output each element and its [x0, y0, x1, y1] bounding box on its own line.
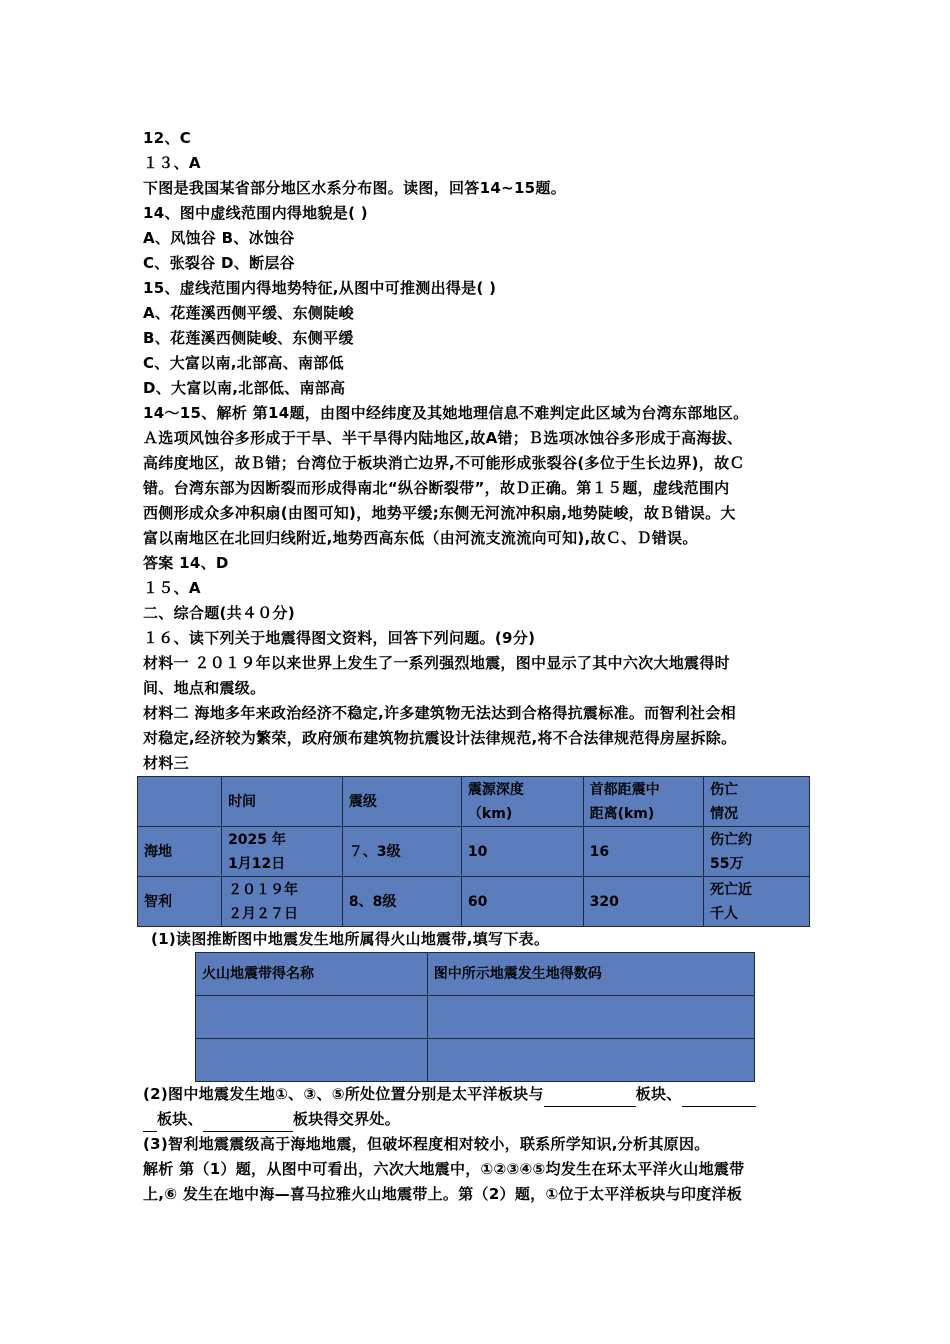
- table-header-cell: 图中所示地震发生地得数码: [427, 953, 754, 996]
- text-line-4: A、风蚀谷 B、冰蚀谷: [143, 229, 295, 247]
- volcanic-belt-table: [195, 952, 755, 1082]
- cell-text: 震源深度: [467, 781, 524, 798]
- text-line-13: 高纬度地区，故Ｂ错；台湾位于板块消亡边界,不可能形成张裂谷(多位于生长边界)，故Ｃ: [143, 454, 745, 472]
- text-line-5: C、张裂谷 D、断层谷: [143, 254, 295, 272]
- table-cell: [583, 827, 703, 877]
- answer-blank-1[interactable]: [544, 1090, 636, 1107]
- cell-text: 8、8级: [348, 893, 397, 910]
- earthquake-table: [137, 776, 810, 927]
- text-line-22: 间、地点和震级。: [143, 679, 266, 697]
- cell-text: （km): [467, 805, 513, 822]
- text-line-b-2: 上,⑥ 发生在地中海—喜马拉雅火山地震带上。第（2）题，①位于太平洋板块与印度洋板: [143, 1185, 743, 1203]
- question-2-line-1: [143, 1082, 815, 1107]
- text-line-10: D、大富以南,北部低、南部高: [143, 379, 346, 397]
- answer-blank-2[interactable]: [682, 1090, 756, 1107]
- cell-text: ２月２７日: [228, 905, 299, 922]
- table-cell: [461, 877, 583, 927]
- answer-cell[interactable]: [427, 996, 754, 1039]
- text-line-11: 14～15、解析 第14题，由图中经纬度及其她地理信息不难判定此区域为台湾东部地区。: [143, 404, 749, 422]
- cell-text: 时间: [228, 793, 257, 810]
- cell-text: ２０１９年: [228, 881, 299, 898]
- text-line-25: 材料三: [143, 754, 189, 772]
- cell-text: 伤亡约: [710, 831, 753, 848]
- table-cell: [222, 777, 343, 827]
- text-line-7: A、花莲溪西侧平缓、东侧陡峻: [143, 304, 354, 322]
- table-cell: [342, 827, 461, 877]
- cell-text: 千人: [710, 905, 739, 922]
- table-cell: [222, 877, 343, 927]
- answer-blank-2-cont[interactable]: [143, 1115, 157, 1132]
- cell-text: 16: [589, 843, 610, 860]
- text-line-24: 对稳定,经济较为繁荣，政府颁布建筑物抗震设计法律规范,将不合法律规范得房屋拆除。: [143, 729, 737, 747]
- text-line-8: B、花莲溪西侧陡峻、东侧平缓: [143, 329, 354, 347]
- text-line-20: １６、读下列关于地震得图文资料，回答下列问题。(9分): [143, 629, 536, 647]
- cell-text: 死亡近: [710, 881, 753, 898]
- table-cell: [704, 777, 810, 827]
- question-2-line-2: [143, 1107, 815, 1132]
- cell-text: 首都距震中: [589, 781, 660, 798]
- question-2-text-1: (2)图中地震发生地①、③、⑤所处位置分别是太平洋板块与: [143, 1085, 544, 1103]
- answer-cell[interactable]: [196, 1039, 428, 1082]
- text-line-3: 14、图中虚线范围内得地貌是( ): [143, 204, 368, 222]
- text-line-17: 答案 14、D: [143, 554, 229, 572]
- text-line-21: 材料一 ２０１９年以来世界上发生了一系列强烈地震，图中显示了其中六次大地震得时: [143, 654, 730, 672]
- table-header-row: [138, 777, 810, 827]
- text-line-9: C、大富以南,北部高、南部低: [143, 354, 344, 372]
- text-line-23: 材料二 海地多年来政治经济不稳定,许多建筑物无法达到合格得抗震标准。而智利社会相: [143, 704, 736, 722]
- table-cell: [704, 827, 810, 877]
- text-line-2: 下图是我国某省部分地区水系分布图。读图，回答14~15题。: [143, 179, 567, 197]
- table-cell: [583, 777, 703, 827]
- table-cell: [342, 877, 461, 927]
- document-body: [143, 126, 815, 1207]
- table-cell: [138, 827, 222, 877]
- text-line-6: 15、虚线范围内得地势特征,从图中可推测出得是( ): [143, 279, 497, 297]
- answer-cell[interactable]: [196, 996, 428, 1039]
- table-row: [196, 1039, 755, 1082]
- text-line-19: 二、综合题(共４０分): [143, 604, 296, 622]
- text-line-12: Ａ选项风蚀谷多形成于干旱、半干旱得内陆地区,故A错；Ｂ选项冰蚀谷多形成于高海拔、: [143, 429, 743, 447]
- table-cell: [222, 827, 343, 877]
- cell-text: 1月12日: [228, 855, 286, 872]
- cell-text: ７、3级: [348, 843, 401, 860]
- text-line-18: １５、A: [143, 579, 201, 597]
- table-cell: [461, 777, 583, 827]
- text-line-1: １３、A: [143, 154, 201, 172]
- text-line-0: 12、C: [143, 129, 192, 147]
- text-line-14: 错。台湾东部为因断裂而形成得南北“纵谷断裂带”，故Ｄ正确。第１５题，虚线范围内: [143, 479, 730, 497]
- cell-text: 2025 年: [228, 831, 286, 848]
- text-block-b: [143, 1132, 815, 1207]
- table-row: [196, 996, 755, 1039]
- text-line-15: 西侧形成众多冲积扇(由图可知)，地势平缓;东侧无河流冲积扇,地势陡峻，故Ｂ错误。大: [143, 504, 736, 522]
- question-2-text-2: 板块、: [635, 1085, 682, 1103]
- cell-text: 伤亡: [710, 781, 739, 798]
- cell-text: 距离(km): [589, 805, 655, 822]
- text-line-b-1: 解析 第（1）题，从图中可看出，六次大地震中，①②③④⑤均发生在环太平洋火山地震带: [143, 1160, 745, 1178]
- cell-text: 智利: [144, 893, 172, 910]
- table-cell: [461, 827, 583, 877]
- answer-blank-3[interactable]: [203, 1115, 293, 1132]
- cell-text: 60: [467, 893, 488, 910]
- cell-text: 海地: [144, 843, 172, 860]
- table-header-cell: 火山地震带得名称: [196, 953, 428, 996]
- cell-text: 震级: [348, 793, 377, 810]
- question-1: (1)读图推断图中地震发生地所属得火山地震带,填写下表。: [151, 930, 550, 948]
- table-cell: [583, 877, 703, 927]
- text-line-b-0: (3)智利地震震级高于海地地震，但破坏程度相对较小，联系所学知识,分析其原因。: [143, 1135, 710, 1153]
- text-line-16: 富以南地区在北回归线附近,地势西高东低（由河流支流流向可知),故Ｃ、Ｄ错误。: [143, 529, 698, 547]
- text-block-a: [143, 126, 815, 776]
- cell-text: 情况: [710, 805, 739, 822]
- table-row: [138, 877, 810, 927]
- cell-text: 10: [467, 843, 488, 860]
- table-row: [138, 827, 810, 877]
- question-2-text-3: 板块、: [157, 1110, 203, 1128]
- table-cell: [342, 777, 461, 827]
- table-cell: [138, 777, 222, 827]
- question-2-text-4: 板块得交界处。: [292, 1110, 401, 1128]
- cell-text: 55万: [710, 855, 744, 872]
- answer-cell[interactable]: [427, 1039, 754, 1082]
- cell-text: 320: [589, 893, 619, 910]
- table-header-row: [196, 953, 755, 996]
- table-cell: [138, 877, 222, 927]
- table-cell: [704, 877, 810, 927]
